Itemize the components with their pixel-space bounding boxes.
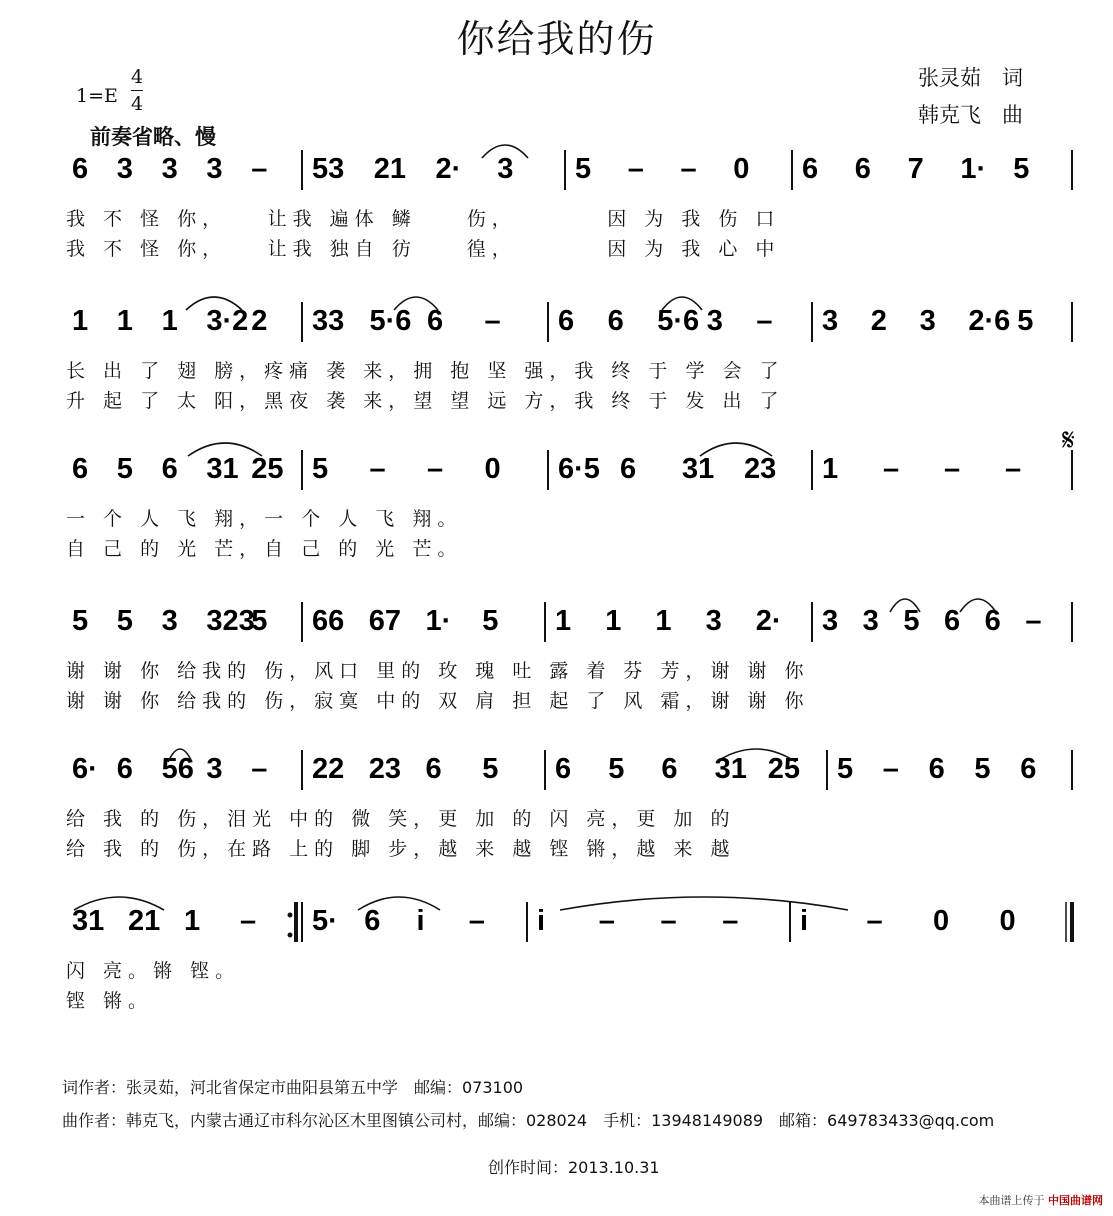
- note: 6: [558, 305, 575, 337]
- lyric-text: 我 不 怪 你， 让我 独自 彷 徨， 因 为 我 心 中: [66, 238, 781, 260]
- note: 7: [907, 153, 924, 185]
- note: 31: [714, 753, 747, 785]
- lyric-text: 闪 亮。锵 铿。: [66, 960, 241, 982]
- note: –: [722, 905, 739, 937]
- note: 1: [605, 605, 622, 637]
- note: 0: [999, 905, 1016, 937]
- note: 6: [854, 153, 871, 185]
- note: 3: [705, 605, 722, 637]
- note: 21: [128, 905, 161, 937]
- lyric-text: 给 我 的 伤，泪光 中的 微 笑，更 加 的 闪 亮，更 加 的: [66, 808, 736, 830]
- note: 6: [802, 153, 819, 185]
- lyric-line: [0, 656, 1113, 680]
- note: 5: [837, 753, 854, 785]
- lyric-line: [0, 956, 1113, 980]
- note: 1·: [960, 153, 987, 185]
- note: 6: [620, 453, 637, 485]
- note: –: [680, 153, 697, 185]
- note: 6: [661, 753, 678, 785]
- note: –: [240, 905, 257, 937]
- note: 5·6: [369, 305, 412, 337]
- note: 5: [72, 605, 89, 637]
- note: 3: [822, 605, 839, 637]
- note: 6: [161, 453, 178, 485]
- note: 25: [767, 753, 801, 785]
- note: 1: [655, 605, 672, 637]
- lyric-line: [0, 234, 1113, 258]
- note: –: [883, 453, 900, 485]
- note: 6: [1020, 753, 1037, 785]
- note: 21: [373, 153, 407, 185]
- note: –: [251, 153, 268, 185]
- note: 2: [251, 305, 268, 337]
- note: 2: [870, 305, 887, 337]
- lyric-text: 谢 谢 你 给我的 伤，寂寞 中的 双 肩 担 起 了 风 霜，谢 谢 你: [66, 690, 810, 712]
- lyric-text: 长 出 了 翅 膀，疼痛 袭 来，拥 抱 坚 强，我 终 于 学 会 了: [66, 360, 785, 382]
- note: 3: [822, 305, 839, 337]
- segno-sign: 𝄋: [1062, 424, 1075, 457]
- note: 31: [682, 453, 715, 485]
- lyric-line: [0, 204, 1113, 228]
- lyric-text: 升 起 了 太 阳，黑夜 袭 来，望 望 远 方，我 终 于 发 出 了: [66, 390, 785, 412]
- note: 25: [251, 453, 284, 485]
- note: 6: [427, 305, 444, 337]
- note: 5: [575, 153, 592, 185]
- note: 5: [312, 453, 329, 485]
- note: i: [416, 905, 425, 937]
- note: –: [598, 905, 615, 937]
- site-logo: 中国曲谱网: [1048, 1194, 1103, 1207]
- note: 6: [364, 905, 381, 937]
- note: 3: [919, 305, 936, 337]
- note: 5: [116, 453, 133, 485]
- repeat-dot: [288, 933, 293, 938]
- note: 5: [482, 753, 499, 785]
- lyric-text: 自 己 的 光 芒，自 己 的 光 芒。: [66, 538, 463, 560]
- note: 22: [312, 753, 345, 785]
- note: 56: [161, 753, 194, 785]
- note: –: [251, 753, 268, 785]
- lyric-line: [0, 504, 1113, 528]
- note: 31: [206, 453, 239, 485]
- note: 0: [484, 453, 501, 485]
- note: 6·: [72, 753, 98, 785]
- note: –: [882, 753, 899, 785]
- note: –: [627, 153, 644, 185]
- lyric-text: 我 不 怪 你， 让我 遍体 鳞 伤， 因 为 我 伤 口: [66, 208, 781, 230]
- note: i: [537, 905, 546, 937]
- lyric-line: [0, 534, 1113, 558]
- note: –: [944, 453, 961, 485]
- note: 53: [312, 153, 345, 185]
- note: –: [1005, 453, 1022, 485]
- note: 3: [206, 153, 223, 185]
- lyric-text: 给 我 的 伤，在路 上的 脚 步，越 来 越 铿 锵，越 来 越: [66, 838, 736, 860]
- song-title: 你给我的伤: [456, 17, 657, 61]
- composer-info: 曲作者：韩克飞，内蒙古通辽市科尔沁区木里图镇公司村，邮编：028024 手机：13948149089 邮箱：649783433@qq.com: [62, 1111, 995, 1130]
- note: 3: [206, 753, 223, 785]
- note: 3: [161, 605, 178, 637]
- note: 33: [312, 305, 345, 337]
- note: 6: [984, 605, 1001, 637]
- lyric-text: 一 个 人 飞 翔，一 个 人 飞 翔。: [66, 508, 463, 530]
- lyric-line: [0, 804, 1113, 828]
- lyricist-info: 词作者：张灵茹，河北省保定市曲阳县第五中学 邮编：073100: [62, 1078, 524, 1097]
- note: 5: [1013, 153, 1030, 185]
- lyric-text: 铿 锵。: [66, 990, 154, 1012]
- key-signature: 1=E: [76, 85, 118, 107]
- time-bottom: 4: [130, 93, 144, 115]
- lyric-line: [0, 834, 1113, 858]
- note: 23: [744, 453, 777, 485]
- note: 1: [116, 305, 133, 337]
- note: 3: [862, 605, 879, 637]
- upload-prefix: 本曲谱上传于: [978, 1194, 1045, 1207]
- note: 5: [251, 605, 268, 637]
- note: 6: [72, 453, 89, 485]
- note: 5: [1017, 305, 1034, 337]
- note: 5: [608, 753, 625, 785]
- note: –: [369, 453, 386, 485]
- note: 2·: [755, 605, 782, 637]
- note: 1: [184, 905, 201, 937]
- note: 2·: [435, 153, 462, 185]
- creation-date: 创作时间：2013.10.31: [488, 1158, 660, 1177]
- note: 3: [706, 305, 723, 337]
- intro-instruction: 前奏省略、慢: [90, 125, 216, 149]
- note: 6: [555, 753, 572, 785]
- note: 0: [933, 905, 950, 937]
- lyric-line: [0, 986, 1113, 1010]
- note: 6: [72, 153, 89, 185]
- note: 6: [607, 305, 624, 337]
- note: –: [468, 905, 485, 937]
- note: –: [484, 305, 501, 337]
- note: 5·: [312, 905, 338, 937]
- note: 23: [368, 753, 402, 785]
- note: 6: [116, 753, 133, 785]
- note: i: [800, 905, 809, 937]
- composer-credit: 韩克飞 曲: [918, 103, 1023, 127]
- note: 323: [206, 605, 255, 637]
- note: 1: [555, 605, 572, 637]
- note: 6: [425, 753, 442, 785]
- note: 3: [161, 153, 178, 185]
- note: 0: [733, 153, 750, 185]
- note: 1: [72, 305, 89, 337]
- note: –: [756, 305, 773, 337]
- note: 3: [497, 153, 514, 185]
- lyric-line: [0, 356, 1113, 380]
- note: 2·6: [968, 305, 1011, 337]
- note: –: [660, 905, 677, 937]
- note: 5·6: [657, 305, 700, 337]
- note: 6: [944, 605, 961, 637]
- lyricist-credit: 张灵茹 词: [918, 66, 1023, 90]
- note: 66: [312, 605, 345, 637]
- note: 5: [903, 605, 920, 637]
- note: 3·2: [206, 305, 249, 337]
- note: 31: [72, 905, 105, 937]
- repeat-dot: [288, 913, 293, 918]
- note: –: [1025, 605, 1042, 637]
- note: 3: [116, 153, 133, 185]
- lyric-text: 谢 谢 你 给我的 伤，风口 里的 玫 瑰 吐 露 着 芬 芳，谢 谢 你: [66, 660, 810, 682]
- note: 5: [974, 753, 991, 785]
- note: 6: [928, 753, 945, 785]
- note: –: [866, 905, 883, 937]
- note: 1: [161, 305, 178, 337]
- note: 1·: [425, 605, 452, 637]
- lyric-line: [0, 386, 1113, 410]
- note: 5: [116, 605, 133, 637]
- note: 6·5: [558, 453, 600, 485]
- time-top: 4: [130, 66, 144, 88]
- note: 5: [482, 605, 499, 637]
- note: 67: [368, 605, 402, 637]
- upload-note: [979, 1192, 1104, 1208]
- note: 1: [822, 453, 839, 485]
- lyric-line: [0, 686, 1113, 710]
- note: –: [427, 453, 444, 485]
